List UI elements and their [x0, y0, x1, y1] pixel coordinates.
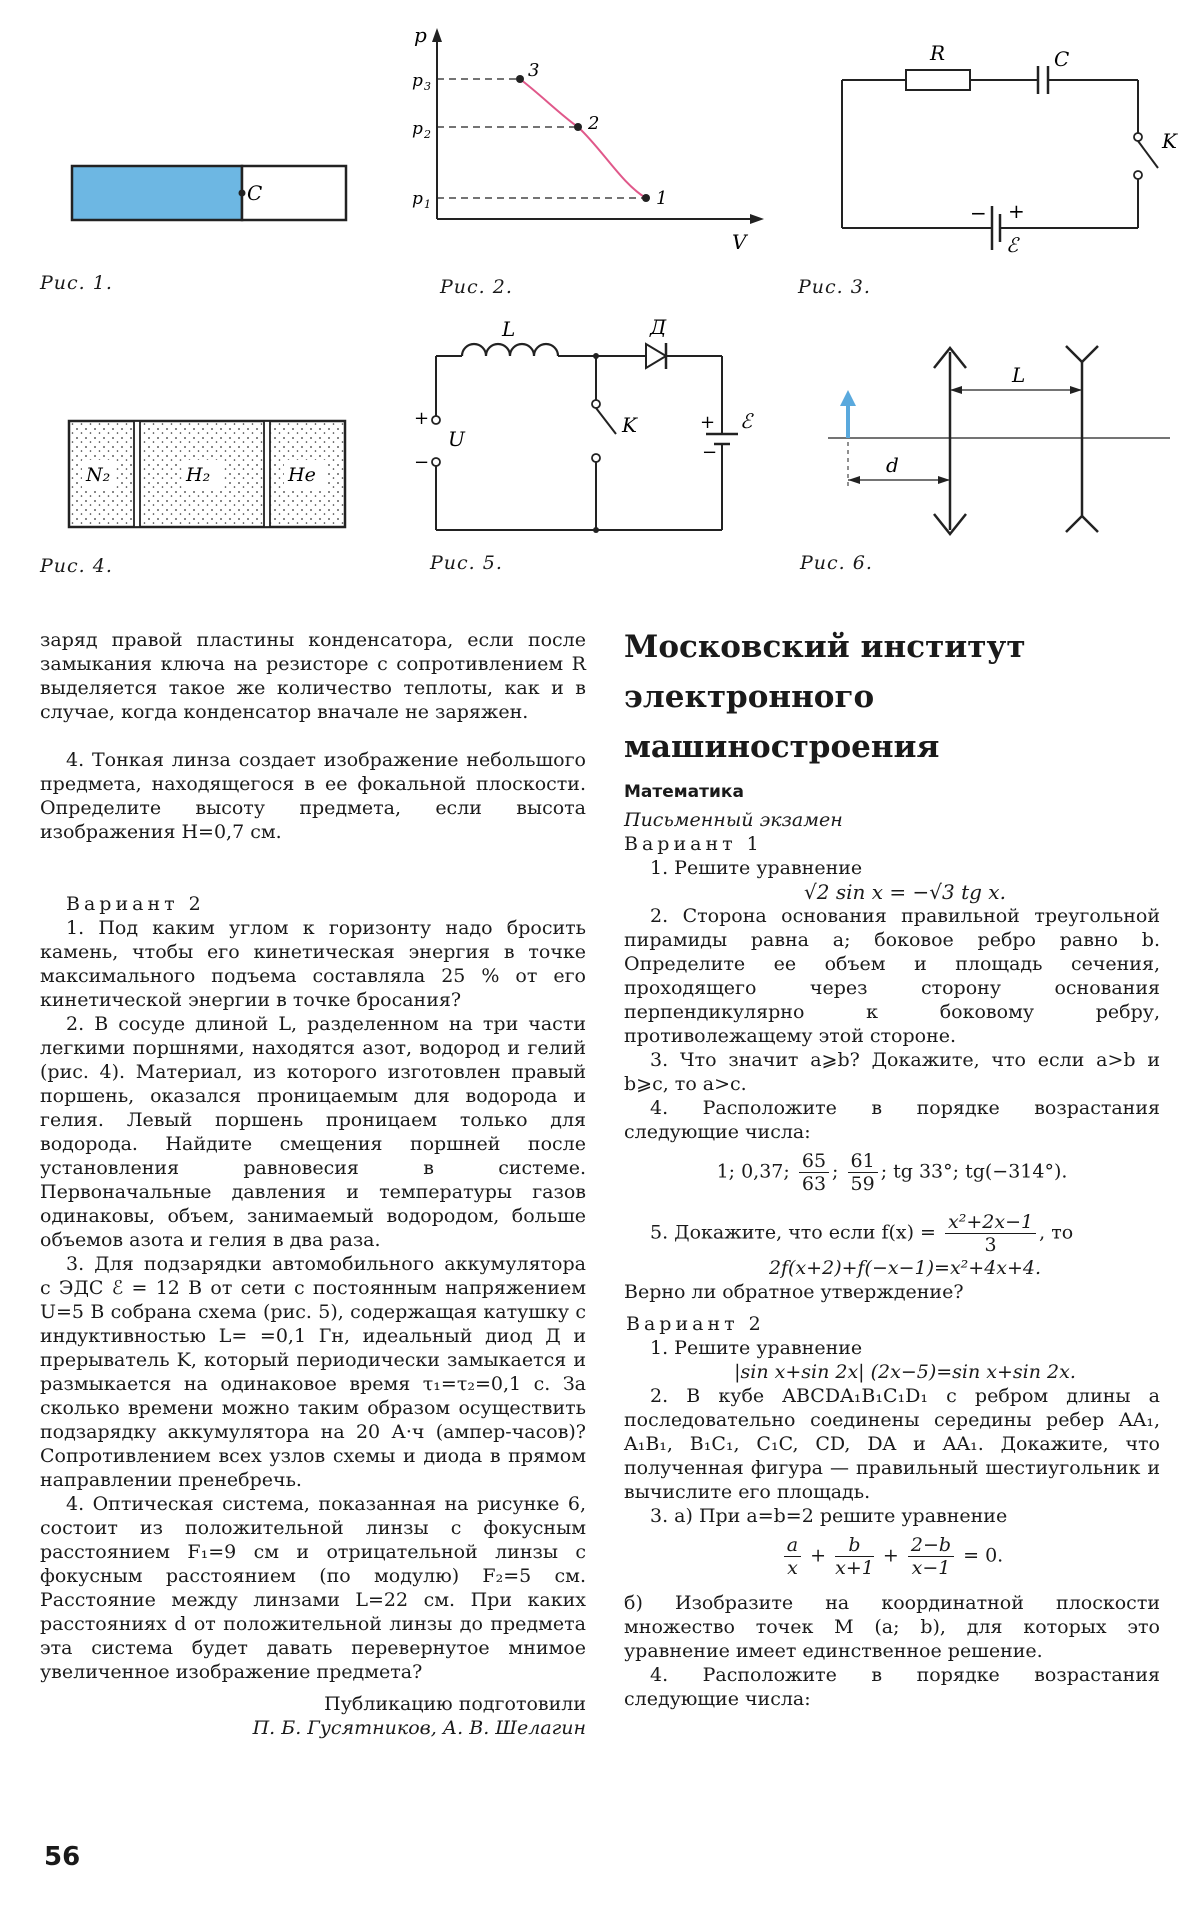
figure-3: [830, 38, 1180, 268]
fig3-label-emf: ℰ: [1006, 233, 1019, 257]
fig5-label-u: U: [448, 427, 465, 451]
fig2-axis-p: p: [414, 23, 427, 47]
page-number: 56: [44, 1842, 81, 1872]
frac-num: 61: [848, 1150, 878, 1173]
figure-3-drawing: [830, 38, 1180, 268]
v2-problem-3: 3. а) При a=b=2 решите уравнение: [650, 1505, 1008, 1527]
frac-num: 65: [799, 1150, 829, 1173]
frac-num: b: [835, 1534, 874, 1557]
fig5-label-k: K: [622, 413, 637, 437]
left-variant-2-heading: Вариант 2: [66, 893, 205, 915]
frac-num: a: [784, 1534, 801, 1557]
credit-line-1: Публикацию подготовили: [324, 1693, 586, 1715]
figure-5-caption: Рис. 5.: [430, 552, 503, 574]
fig3-plus: +: [1008, 199, 1025, 223]
frac-den: 3: [984, 1234, 997, 1256]
fig2-p2-label: p: [412, 119, 423, 139]
v2-problem-3b: б) Изобразите на координатной плоскости множество точек M (a; b), для которых это уравнение имеет единственное решение.: [624, 1592, 1160, 1662]
frac-den: x: [787, 1557, 798, 1579]
v1-problem-5: [624, 1211, 1160, 1256]
figure-3-caption: Рис. 3.: [798, 276, 871, 298]
figure-1-caption: Рис. 1.: [40, 272, 113, 294]
fig1-label-c: C: [247, 181, 263, 205]
left-v2-problem-3: 3. Для подзарядки автомобильного аккумулятора с ЭДС ℰ = 12 В от сети с постоянным напряжением U=5 В собрана схема (рис. 5), содержащая катушку с индуктивностью L= =0,1 Гн, идеальный диод Д и прерыватель K, который периодически замыкается и размыкается на одинаковое время τ₁=τ₂=0,1 с. За сколько времени можно таким образом осуществить подзарядку аккумулятора на 20 А·ч (ампер-часов)? Сопротивлением всех узлов схемы и диода в прямом направлении пренебречь.: [40, 1253, 586, 1491]
v1-problem-5-question: Верно ли обратное утверждение?: [624, 1281, 964, 1303]
left-column: [40, 628, 586, 1740]
v1-problem-4: 4. Расположите в порядке возрастания следующие числа:: [624, 1097, 1160, 1143]
fig2-point-1: 1: [656, 188, 668, 209]
variant-1-heading: Вариант 1: [624, 833, 763, 855]
fig3-label-c: C: [1054, 47, 1070, 71]
fraction-2b-x1: [908, 1534, 954, 1579]
fraction-a-x: [784, 1534, 801, 1579]
fig2-axis-v: V: [732, 230, 747, 254]
v1-numbers-end: ; tg 33°; tg(−314°).: [880, 1160, 1068, 1183]
v1-problem-4-numbers: 1; 0,37; $\frac{65}{63}$ ; $\frac{61}{59}$ ; tg 33°; tg(−314°).: [716, 1150, 1068, 1195]
equation-rhs: = 0.: [963, 1544, 1004, 1567]
fraction-65-63: [799, 1150, 829, 1195]
frac-den: 63: [801, 1173, 827, 1195]
fig6-label-d: d: [886, 453, 899, 477]
figure-1-drawing: [68, 160, 358, 230]
fig5-label-emf: ℰ: [740, 409, 753, 433]
figure-6: [820, 340, 1180, 540]
left-v2-problem-1: 1. Под каким углом к горизонту надо бросить камень, чтобы его кинетическая энергия в точке максимального подъема составляла 25 % от его кинетической энергии в точке бросания?: [40, 917, 586, 1011]
figure-1: [68, 160, 358, 230]
frac-den: x−1: [911, 1557, 951, 1579]
fig2-p1-label: p: [412, 189, 423, 209]
exam-type: Письменный экзамен: [624, 809, 843, 831]
fraction-61-59: [848, 1150, 878, 1195]
institute-title-line-2: электронного: [624, 679, 875, 715]
fig6-label-l: L: [1012, 363, 1026, 387]
frac-num: 2−b: [908, 1534, 954, 1557]
left-intro: заряд правой пластины конденсатора, если после замыкания ключа на резисторе с сопротивлением R выделяется такое же количество теплоты, как и в случае, когда конденсатор вначале не заряжен.: [40, 629, 586, 723]
institute-title-line-3: машиностроения: [624, 729, 940, 765]
v1-problem-5-start: 5. Докажите, что если f(x) =: [650, 1221, 936, 1244]
v1-problem-3: 3. Что значит a⩾b? Докажите, что если a>b и b⩾c, то a>c.: [624, 1049, 1160, 1095]
fig3-label-k: K: [1162, 129, 1177, 153]
figure-2-caption: Рис. 2.: [440, 276, 513, 298]
fig5-plus-left: +: [414, 408, 430, 429]
figure-6-drawing: [820, 340, 1180, 540]
fig2-p3-sub: 3: [424, 80, 431, 93]
left-v2-problem-2: 2. В сосуде длиной L, разделенном на три части легкими поршнями, находятся азот, водород и гелий (рис. 4). Материал, из которого изготовлен правый поршень, оказался проницаемым для водорода и гелия. Левый поршень проницаем только для водорода. Найдите смещения поршней после установления равновесия в системе. Первоначальные давления и температуры газов одинаковы, объем, занимаемый водородом, больше объемов азота и гелия в два раза.: [40, 1013, 586, 1251]
left-v2-problem-4: 4. Оптическая система, показанная на рисунке 6, состоит из положительной линзы с фокусным расстоянием F₁=9 см и отрицательной линзы с фокусным расстоянием (по модулю) F₂=5 см. Расстояние между линзами L=22 см. При каких расстояниях d от положительной линзы до предмета эта система будет давать перевернутое мнимое увеличенное изображение предмета?: [40, 1493, 586, 1683]
fraction-fx: [945, 1211, 1036, 1256]
v2-problem-3-equation: $\frac{a}{x}$ + $\frac{b}{x+1}$ + $\frac{2-b}{x-1}$ = 0.: [624, 1534, 1160, 1579]
figure-2-drawing: [402, 24, 772, 264]
v2-problem-4: 4. Расположите в порядке возрастания следующие числа:: [624, 1664, 1160, 1710]
figure-6-caption: Рис. 6.: [800, 552, 873, 574]
v1-problem-1: 1. Решите уравнение: [650, 857, 863, 879]
fig4-gas-he: He: [288, 464, 316, 486]
figure-5: [410, 316, 780, 546]
fig2-p1-sub: 1: [424, 198, 431, 211]
v1-problem-1-formula: √2 sin x = −√3 tg x.: [804, 880, 1006, 904]
fig5-label-l: L: [502, 317, 516, 341]
figure-4-drawing: [66, 418, 350, 530]
figure-5-drawing: [410, 316, 780, 546]
fig5-minus-right: −: [702, 442, 718, 463]
v2-problem-2: 2. В кубе ABCDA₁B₁C₁D₁ с ребром длины a последовательно соединены середины ребер AA₁, A₁B₁, B₁C₁, C₁C, CD, DA и AA₁. Докажите, что полученная фигура — правильный шестиугольник и вычислите его площадь.: [624, 1385, 1160, 1503]
credit-authors: П. Б. Гусятников, А. В. Шелагин: [252, 1717, 586, 1739]
v2-problem-1: 1. Решите уравнение: [650, 1337, 863, 1359]
v1-numbers-start: 1; 0,37;: [716, 1160, 790, 1183]
fig2-point-3: 3: [528, 60, 540, 81]
fig4-gas-h2: H₂: [186, 464, 211, 486]
frac-den: 59: [850, 1173, 875, 1195]
fig5-minus-left: −: [414, 452, 430, 473]
fig3-minus: −: [970, 201, 987, 225]
institute-title-line-1: Московский институт: [624, 629, 1026, 665]
fig4-gas-n2: N₂: [86, 464, 111, 486]
fig5-label-d: Д: [650, 315, 667, 339]
fig2-point-2: 2: [588, 113, 600, 134]
left-problem-4: 4. Тонкая линза создает изображение небольшого предмета, находящегося в ее фокальной плоскости. Определите высоту предмета, если высота изображения H=0,7 см.: [40, 749, 586, 843]
fig2-p2-sub: 2: [424, 128, 431, 141]
right-column: [624, 622, 1160, 1711]
figure-4-caption: Рис. 4.: [40, 555, 113, 577]
v1-problem-5-identity: 2f(x+2)+f(−x−1)=x²+4x+4.: [768, 1257, 1042, 1279]
fig2-p3-label: p: [412, 71, 423, 91]
frac-den: x+1: [835, 1557, 874, 1579]
variant-2-heading: Вариант 2: [626, 1313, 765, 1335]
subject-heading: Математика: [624, 782, 744, 802]
v1-problem-5-end: , то: [1039, 1221, 1074, 1244]
fig5-plus-right: +: [700, 412, 716, 433]
figure-2: [402, 24, 772, 264]
figure-4: [66, 418, 350, 530]
fraction-b-x1: [835, 1534, 874, 1579]
fig3-label-r: R: [930, 41, 946, 65]
v1-problem-2: 2. Сторона основания правильной треугольной пирамиды равна a; боковое ребро равно b. Определите ее объем и площадь сечения, проходящего через сторону основания перпендикулярно к боковому ребру, противолежащему этой стороне.: [624, 905, 1160, 1047]
v2-problem-1-formula: |sin x+sin 2x| (2x−5)=sin x+sin 2x.: [734, 1361, 1076, 1383]
frac-num: x²+2x−1: [945, 1211, 1036, 1234]
